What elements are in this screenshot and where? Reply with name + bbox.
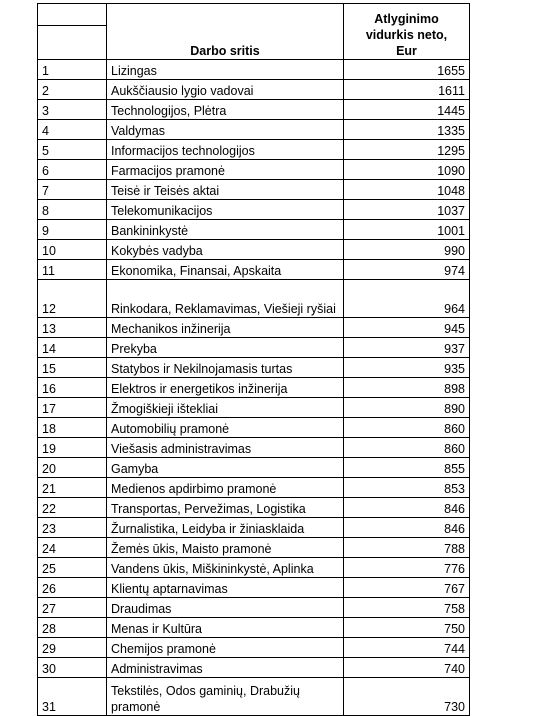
salary-value: 1335 [344,120,470,140]
row-number: 18 [38,418,107,438]
row-number: 24 [38,538,107,558]
row-number: 31 [38,678,107,716]
header-num-cell [38,26,107,60]
table-row [38,318,470,338]
work-area: Lizingas [107,60,344,80]
table-row [38,220,470,240]
row-number: 17 [38,398,107,418]
salary-table [37,3,470,716]
row-number: 23 [38,518,107,538]
work-area: Žmogiškieji ištekliai [107,398,344,418]
salary-value: 1090 [344,160,470,180]
table-row [38,458,470,478]
row-number: 3 [38,100,107,120]
row-number: 20 [38,458,107,478]
header-num-cell-top [38,4,107,26]
work-area: Klientų aptarnavimas [107,578,344,598]
work-area: Chemijos pramonė [107,638,344,658]
header-area [107,4,344,60]
salary-value: 964 [344,280,470,318]
work-area: Vandens ūkis, Miškininkystė, Aplinka [107,558,344,578]
table-row [38,558,470,578]
salary-value: 990 [344,240,470,260]
table-row [38,100,470,120]
table-row [38,518,470,538]
work-area: Aukščiausio lygio vadovai [107,80,344,100]
work-area: Bankininkystė [107,220,344,240]
row-number: 4 [38,120,107,140]
table-row [38,578,470,598]
salary-value: 788 [344,538,470,558]
table-row [38,200,470,220]
table-row [38,478,470,498]
header-salary-line1: Atlyginimo [374,12,439,26]
row-number: 1 [38,60,107,80]
salary-value: 1001 [344,220,470,240]
table-row [38,538,470,558]
salary-value: 860 [344,438,470,458]
salary-value: 730 [344,678,470,716]
work-area: Kokybės vadyba [107,240,344,260]
table-row [38,498,470,518]
table-row [38,358,470,378]
work-area: Žurnalistika, Leidyba ir žiniasklaida [107,518,344,538]
salary-value: 846 [344,518,470,538]
table-row [38,280,470,318]
header-salary-line2: vidurkis neto, [365,28,448,42]
work-area: Ekonomika, Finansai, Apskaita [107,260,344,280]
table-row [38,378,470,398]
work-area: Gamyba [107,458,344,478]
table-row [38,80,470,100]
salary-value: 1295 [344,140,470,160]
table-row [38,438,470,458]
table-row [38,160,470,180]
table-row [38,180,470,200]
row-number: 28 [38,618,107,638]
row-number: 14 [38,338,107,358]
header-area-label: Darbo sritis [190,44,260,58]
work-area: Technologijos, Plėtra [107,100,344,120]
row-number: 26 [38,578,107,598]
row-number: 15 [38,358,107,378]
salary-value: 1611 [344,80,470,100]
work-area: Žemės ūkis, Maisto pramonė [107,538,344,558]
salary-value: 860 [344,418,470,438]
work-area: Rinkodara, Reklamavimas, Viešieji ryšiai [107,280,344,318]
row-number: 13 [38,318,107,338]
table-row [38,240,470,260]
salary-value: 945 [344,318,470,338]
work-area: Administravimas [107,658,344,678]
table-row [38,120,470,140]
table-row [38,658,470,678]
row-number: 11 [38,260,107,280]
work-area: Elektros ir energetikos inžinerija [107,378,344,398]
row-number: 16 [38,378,107,398]
work-area: Telekomunikacijos [107,200,344,220]
salary-value: 898 [344,378,470,398]
work-area: Informacijos technologijos [107,140,344,160]
salary-value: 744 [344,638,470,658]
salary-value: 1655 [344,60,470,80]
table-row [38,618,470,638]
row-number: 5 [38,140,107,160]
work-area: Valdymas [107,120,344,140]
table-row [38,638,470,658]
work-area: Draudimas [107,598,344,618]
row-number: 12 [38,280,107,318]
row-number: 30 [38,658,107,678]
table-row [38,338,470,358]
row-number: 10 [38,240,107,260]
row-number: 21 [38,478,107,498]
salary-value: 846 [344,498,470,518]
work-area: Statybos ir Nekilnojamasis turtas [107,358,344,378]
table-row [38,140,470,160]
row-number: 27 [38,598,107,618]
salary-value: 1445 [344,100,470,120]
row-number: 29 [38,638,107,658]
table-row [38,398,470,418]
row-number: 8 [38,200,107,220]
salary-value: 1037 [344,200,470,220]
row-number: 22 [38,498,107,518]
row-number: 19 [38,438,107,458]
header-salary-line3: Eur [396,44,417,58]
header-row [38,4,470,26]
salary-value: 855 [344,458,470,478]
work-area: Prekyba [107,338,344,358]
row-number: 9 [38,220,107,240]
salary-value: 974 [344,260,470,280]
header-salary [344,4,470,60]
salary-value: 935 [344,358,470,378]
table-row [38,60,470,80]
work-area: Tekstilės, Odos gaminių, Drabužių pramonė [107,678,344,716]
salary-value: 767 [344,578,470,598]
work-area: Teisė ir Teisės aktai [107,180,344,200]
salary-value: 1048 [344,180,470,200]
salary-value: 776 [344,558,470,578]
row-number: 6 [38,160,107,180]
table-row [38,260,470,280]
work-area: Mechanikos inžinerija [107,318,344,338]
salary-value: 758 [344,598,470,618]
table-row [38,598,470,618]
work-area: Medienos apdirbimo pramonė [107,478,344,498]
work-area: Menas ir Kultūra [107,618,344,638]
work-area: Automobilių pramonė [107,418,344,438]
row-number: 25 [38,558,107,578]
salary-value: 740 [344,658,470,678]
salary-value: 853 [344,478,470,498]
salary-value: 937 [344,338,470,358]
table-row [38,418,470,438]
salary-value: 750 [344,618,470,638]
row-number: 2 [38,80,107,100]
work-area: Farmacijos pramonė [107,160,344,180]
work-area: Transportas, Pervežimas, Logistika [107,498,344,518]
table-row [38,678,470,716]
salary-value: 890 [344,398,470,418]
row-number: 7 [38,180,107,200]
work-area: Viešasis administravimas [107,438,344,458]
